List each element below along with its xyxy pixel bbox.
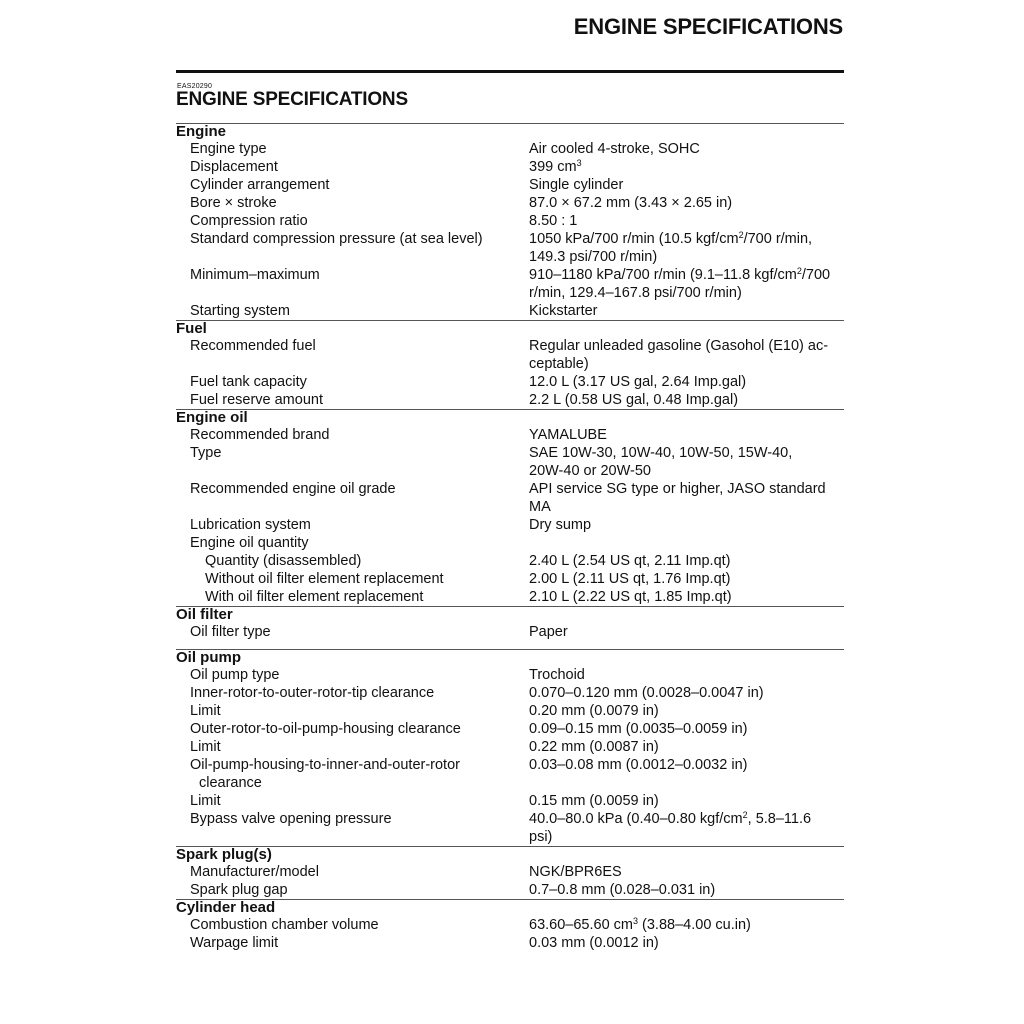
spec-value: YAMALUBE: [529, 427, 607, 443]
spec-value: 12.0 L (3.17 US gal, 2.64 Imp.gal): [529, 374, 747, 390]
spec-row: [176, 194, 844, 212]
spec-value: 87.0 × 67.2 mm (3.43 × 2.65 in): [529, 195, 733, 211]
spec-value: Single cylinder: [529, 177, 624, 193]
spec-value: 2.00 L (2.11 US qt, 1.76 Imp.qt): [529, 571, 731, 587]
spec-group-oil-pump: [176, 649, 844, 846]
spec-label: Quantity (disassembled): [205, 553, 362, 569]
spec-row: [176, 810, 844, 846]
spec-value: 399 $cm^3$: [529, 158, 582, 175]
spec-value: 2.40 L (2.54 US qt, 2.11 Imp.qt): [529, 553, 731, 569]
spec-label: Spark plug gap: [190, 882, 288, 898]
spec-label: Combustion chamber volume: [190, 917, 379, 933]
spec-label: Engine type: [190, 141, 267, 157]
spec-label: Type: [190, 445, 222, 461]
spec-row: [176, 516, 844, 534]
group-title: Spark plug(s): [176, 846, 272, 863]
spec-row: [176, 916, 844, 934]
spec-value: 8.50 : 1: [529, 213, 578, 229]
spec-label: Limit: [190, 739, 221, 755]
spec-row: [176, 720, 844, 738]
spec-row: [176, 570, 844, 588]
spec-label: Recommended fuel: [190, 338, 316, 354]
spec-value: Dry sump: [529, 517, 592, 533]
group-title: Engine: [176, 123, 227, 140]
spec-group-engine-oil: [176, 409, 844, 606]
spec-label: Compression ratio: [190, 213, 308, 229]
spec-value: [529, 534, 844, 552]
spec-value: 0.22 mm (0.0087 in): [529, 739, 659, 755]
group-title: Fuel: [176, 320, 207, 337]
spec-value: Trochoid: [529, 667, 585, 683]
spec-label: Bypass valve opening pressure: [190, 811, 392, 827]
spec-label: Outer-rotor-to-oil-pump-housing clearance: [190, 721, 461, 737]
spec-row: [176, 881, 844, 899]
group-title: Engine oil: [176, 409, 248, 426]
spec-label: Oil pump type: [190, 667, 280, 683]
spec-value: 2.10 L (2.22 US qt, 1.85 Imp.qt): [529, 589, 732, 605]
spec-row: [176, 158, 844, 176]
spec-label: Starting system: [190, 303, 290, 319]
spec-value: 0.20 mm (0.0079 in): [529, 703, 659, 719]
spec-value: 2.2 L (0.58 US gal, 0.48 Imp.gal): [529, 392, 739, 408]
spec-value: 0.09–0.15 mm (0.0035–0.0059 in): [529, 721, 748, 737]
spec-label: With oil filter element replacement: [205, 589, 424, 605]
spec-label: Displacement: [190, 159, 278, 175]
spec-row: [176, 391, 844, 409]
spec-group-engine: [176, 123, 844, 320]
spec-value: 63.60–65.60 $cm^3$ (3.88–4.00 cu.in): [529, 916, 751, 933]
spec-row: [176, 302, 844, 320]
spec-label: Warpage limit: [190, 935, 279, 951]
spec-value: Kickstarter: [529, 303, 598, 319]
spec-row: [176, 588, 844, 606]
spec-value: SAE 10W-30, 10W-40, 10W-50, 15W-40, 20W-40 or 20W-50: [529, 445, 793, 479]
spec-row: [176, 212, 844, 230]
spec-row: [176, 534, 844, 552]
spec-label: Recommended engine oil grade: [190, 481, 396, 497]
spec-row: [176, 176, 844, 194]
spec-label: Engine oil quantity: [190, 535, 309, 551]
spec-value: 40.0–80.0 kPa (0.40–0.80 kgf/$cm^2$, 5.8–11.6 psi): [529, 810, 812, 845]
spec-row: [176, 230, 844, 266]
spec-row: [176, 373, 844, 391]
page-header-title: ENGINE SPECIFICATIONS: [573, 14, 843, 39]
header-rule: [176, 70, 844, 73]
spec-row: [176, 934, 844, 952]
spec-label: Cylinder arrangement: [190, 177, 330, 193]
spec-table: [176, 123, 844, 952]
spec-value: 0.03 mm (0.0012 in): [529, 935, 659, 951]
spec-row: [176, 140, 844, 158]
spec-label: Without oil filter element replacement: [205, 571, 444, 587]
section-title: ENGINE SPECIFICATIONS: [176, 89, 408, 110]
spec-label: Recommended brand: [190, 427, 330, 443]
spec-group-oil-filter: [176, 606, 844, 649]
spec-row: [176, 863, 844, 881]
spec-label: Manufacturer/model: [190, 864, 319, 880]
spec-value: 0.070–0.120 mm (0.0028–0.0047 in): [529, 685, 764, 701]
spec-row: [176, 552, 844, 570]
spec-label: Lubrication system: [190, 517, 311, 533]
spec-row: [176, 666, 844, 684]
group-title: Cylinder head: [176, 899, 276, 916]
spec-label: Standard compression pressure (at sea level): [190, 231, 483, 247]
spec-label: Bore × stroke: [190, 195, 277, 211]
document-code: EAS20290: [177, 83, 213, 90]
spec-value: 1050 kPa/700 r/min (10.5 kgf/$cm^2/700$ r/min, 149.3 psi/700 r/min): [529, 230, 813, 265]
spec-label: Limit: [190, 793, 221, 809]
spec-row: [176, 702, 844, 720]
spec-label: Oil-pump-housing-to-inner-and-outer-rotor clearance: [190, 757, 460, 791]
spec-row: [176, 792, 844, 810]
spec-group-cylinder-head: [176, 899, 844, 952]
spec-row: [176, 623, 844, 641]
spec-row: [176, 684, 844, 702]
spec-value: Paper: [529, 624, 568, 640]
spec-label: Inner-rotor-to-outer-rotor-tip clearance: [190, 685, 435, 701]
spec-value: 0.15 mm (0.0059 in): [529, 793, 659, 809]
spec-value: Air cooled 4-stroke, SOHC: [529, 141, 700, 157]
spec-group-fuel: [176, 320, 844, 409]
spec-group-spark-plugs: [176, 846, 844, 899]
spec-label: Oil filter type: [190, 624, 271, 640]
spec-row: [176, 444, 844, 480]
spec-row: [176, 337, 844, 373]
group-title: Oil pump: [176, 649, 241, 666]
spec-value: 0.03–0.08 mm (0.0012–0.0032 in): [529, 757, 748, 773]
spec-value: 910–1180 kPa/700 r/min (9.1–11.8 kgf/$cm^2/700$ r/min, 129.4–167.8 psi/700 r/min): [529, 266, 831, 301]
spec-row: [176, 738, 844, 756]
spec-value: NGK/BPR6ES: [529, 864, 622, 880]
spec-value: API service SG type or higher, JASO standard MA: [529, 481, 826, 515]
spec-row: [176, 480, 844, 516]
spec-row: [176, 266, 844, 302]
spec-row: [176, 756, 844, 792]
spec-label: Minimum–maximum: [190, 267, 320, 283]
spec-label: Fuel tank capacity: [190, 374, 307, 390]
spec-value: Regular unleaded gasoline (Gasohol (E10) ac- ceptable): [529, 338, 829, 372]
spec-label: Limit: [190, 703, 221, 719]
spec-value: 0.7–0.8 mm (0.028–0.031 in): [529, 882, 716, 898]
group-title: Oil filter: [176, 606, 233, 623]
spec-row: [176, 426, 844, 444]
spec-label: Fuel reserve amount: [190, 392, 323, 408]
